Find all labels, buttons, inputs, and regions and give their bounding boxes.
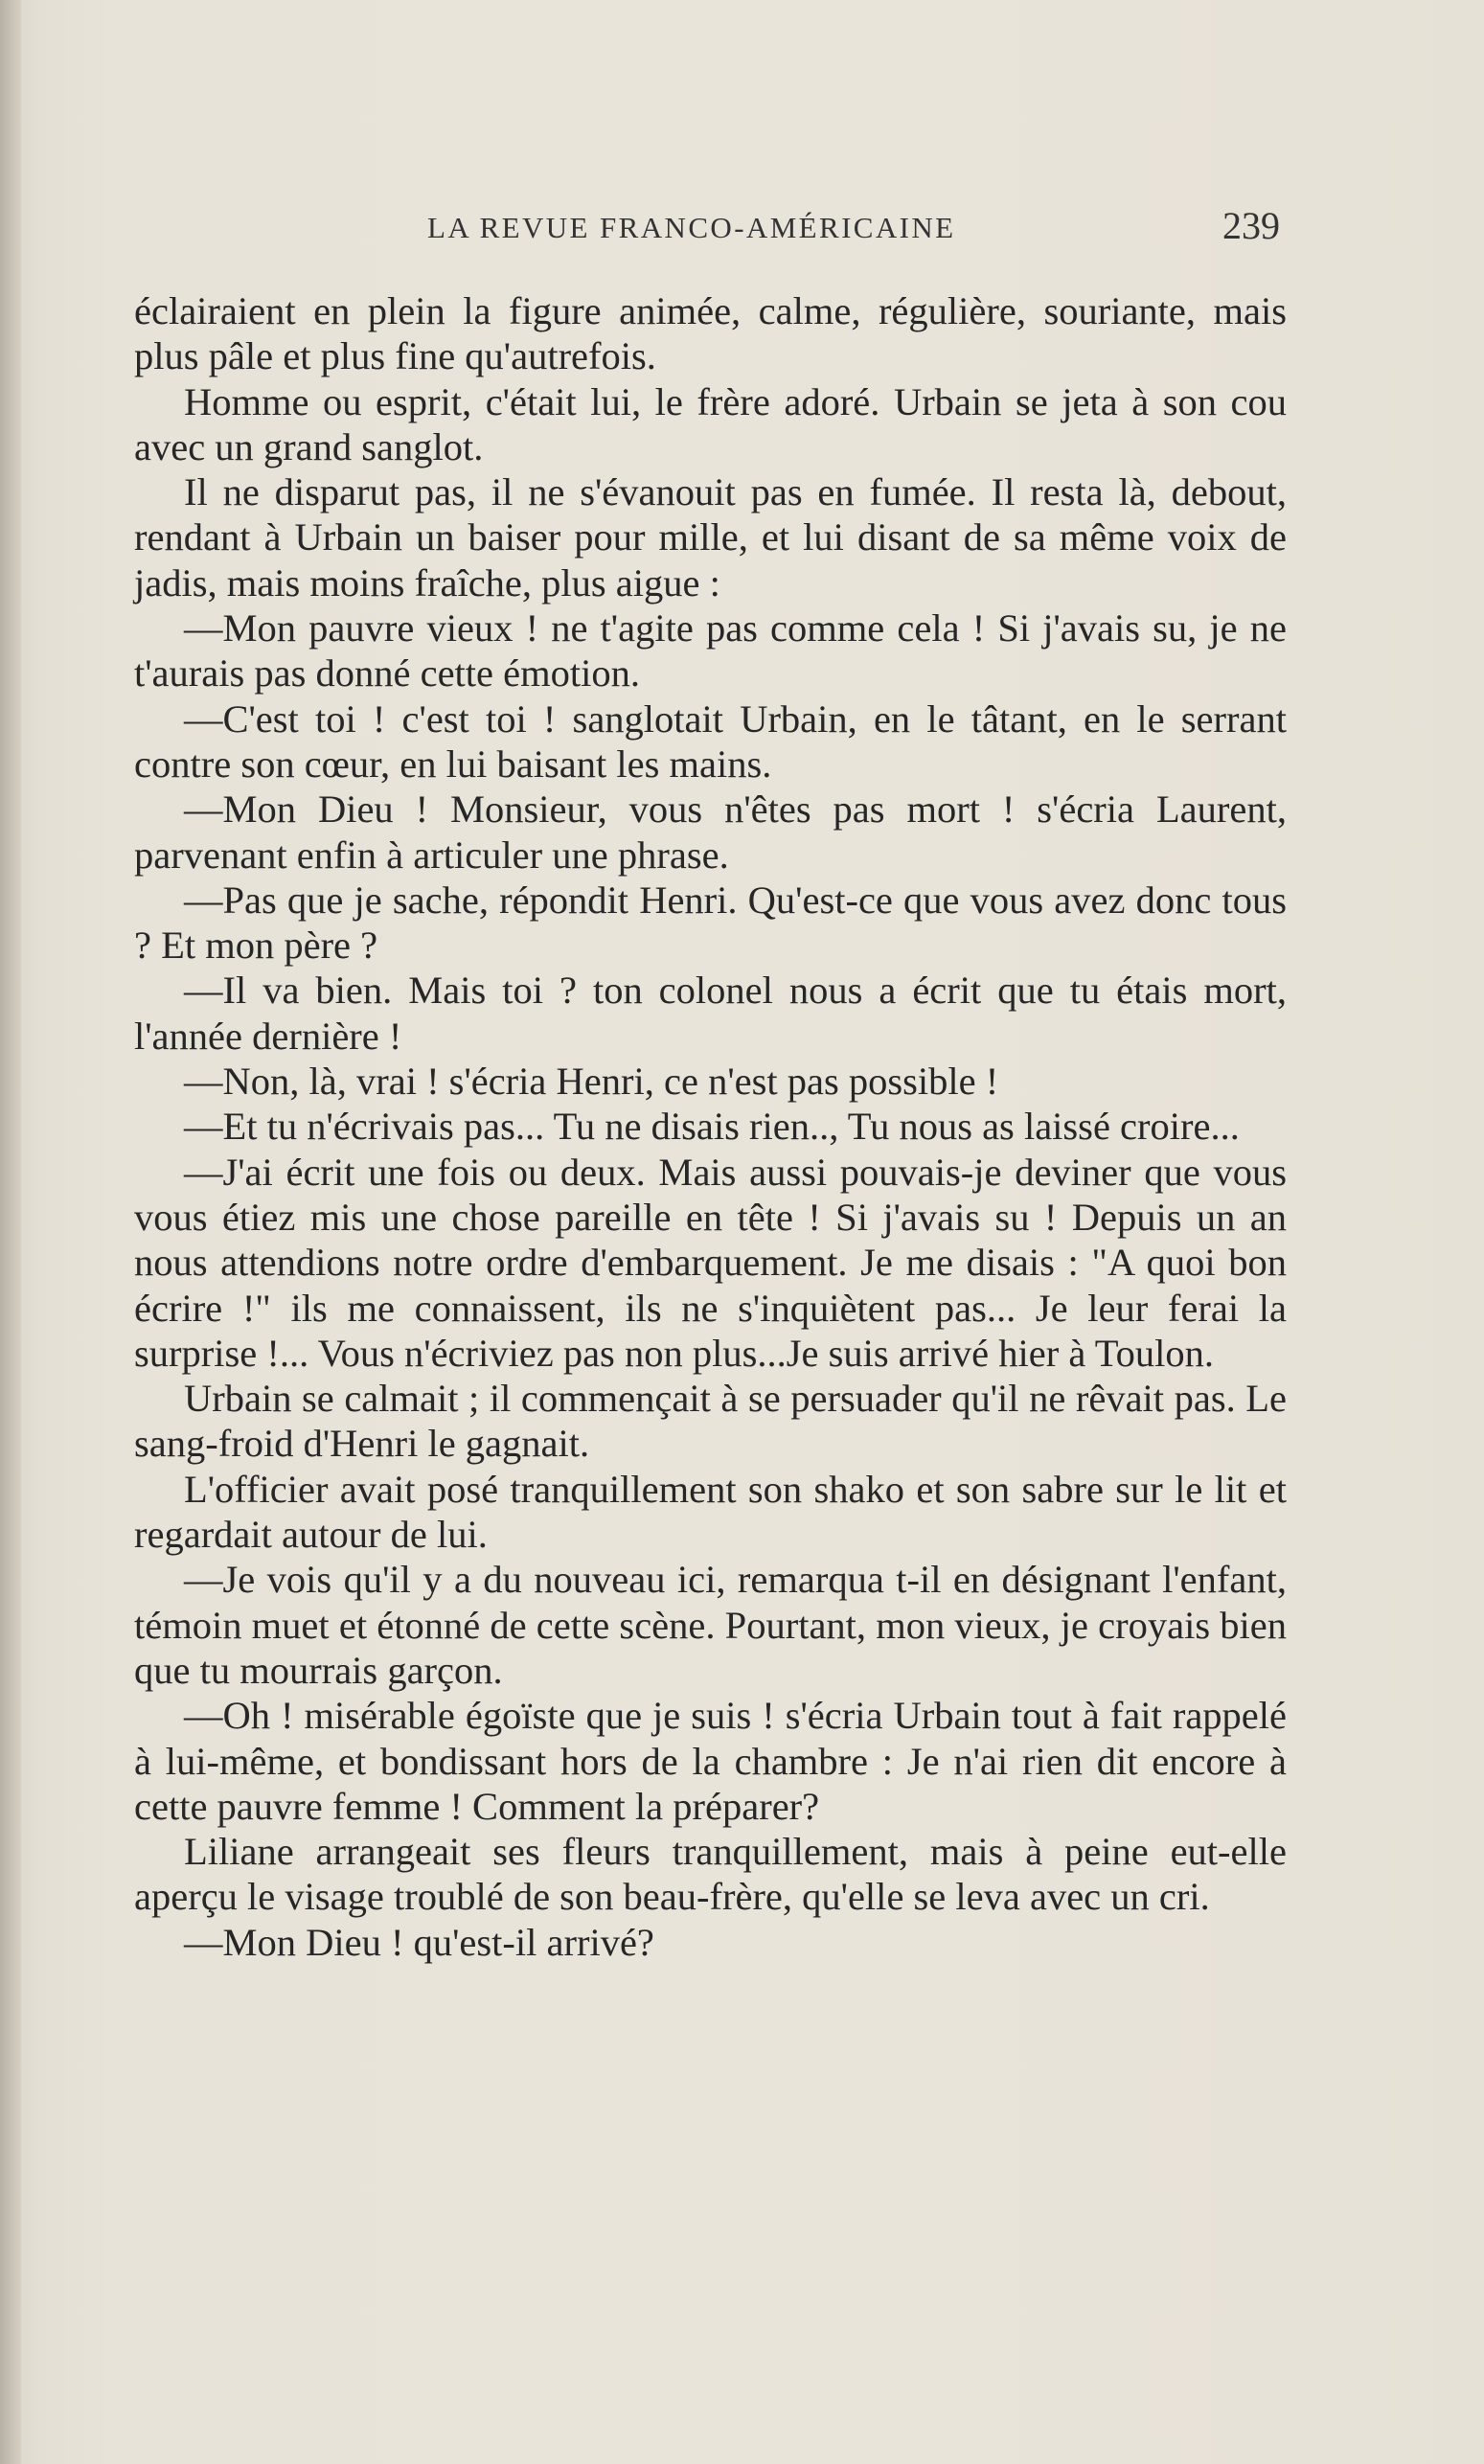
paragraph: —Oh ! misérable égoïste que je suis ! s'écria Urbain tout à fait rappelé à lui-même, et bondissant hors de la chambre : Je n'ai rien dit encore à cette pauvre femme ! Comment la préparer? [134, 1694, 1287, 1828]
page-header [178, 204, 1280, 257]
body-text [134, 288, 1287, 1965]
paragraph: —Non, là, vrai ! s'écria Henri, ce n'est pas possible ! [184, 1060, 999, 1104]
paragraph: —Je vois qu'il y a du nouveau ici, remarqua t-il en désignant l'enfant, témoin muet et étonné de cette scène. Pourtant, mon vieux, je croyais bien que tu mourrais garçon. [134, 1558, 1287, 1692]
paragraph: —C'est toi ! c'est toi ! sanglotait Urbain, en le tâtant, en le serrant contre son cœur, en lui baisant les mains. [134, 696, 1287, 786]
page-number: 239 [1222, 204, 1280, 247]
paragraph: —Mon Dieu ! qu'est-il arrivé? [184, 1920, 654, 1964]
page-gutter-shadow [0, 0, 21, 2464]
paragraph: —Il va bien. Mais toi ? ton colonel nous a écrit que tu étais mort, l'année dernière ! [134, 969, 1287, 1058]
paragraph: —Pas que je sache, répondit Henri. Qu'est-ce que vous avez donc tous ? Et mon père ? [134, 878, 1287, 968]
paragraph: —Mon Dieu ! Monsieur, vous n'êtes pas mort ! s'écria Laurent, parvenant enfin à articuler une phrase. [134, 787, 1287, 877]
paragraph: Homme ou esprit, c'était lui, le frère adoré. Urbain se jeta à son cou avec un grand sanglot. [134, 379, 1287, 468]
paragraph: —Et tu n'écrivais pas... Tu ne disais rien.., Tu nous as laissé croire... [184, 1105, 1240, 1149]
paragraph: éclairaient en plein la figure animée, calme, régulière, souriante, mais plus pâle et plus fine qu'autrefois. [134, 289, 1287, 378]
paragraph: —J'ai écrit une fois ou deux. Mais aussi pouvais-je deviner que vous vous étiez mis une chose pareille en tête ! Si j'avais su ! Depuis un an nous attendions notre ordre d'embarquement. Je me disais : "A quoi bon écrire !" ils me connaissent, ils ne s'inquiètent pas... Je leur ferai la surprise !... Vous n'écriviez pas non plus...Je suis arrivé hier à Toulon. [134, 1150, 1287, 1375]
paragraph: Urbain se calmait ; il commençait à se persuader qu'il ne rêvait pas. Le sang-froid d'Henri le gagnait. [134, 1377, 1287, 1466]
paragraph: L'officier avait posé tranquillement son shako et son sabre sur le lit et regardait autour de lui. [134, 1467, 1287, 1557]
paragraph: —Mon pauvre vieux ! ne t'agite pas comme cela ! Si j'avais su, je ne t'aurais pas donné cette émotion. [134, 606, 1287, 696]
running-title: LA REVUE FRANCO-AMÉRICAINE [427, 211, 956, 244]
paragraph: Il ne disparut pas, il ne s'évanouit pas en fumée. Il resta là, debout, rendant à Urbain un baiser pour mille, et lui disant de sa même voix de jadis, mais moins fraîche, plus aigue : [134, 470, 1287, 605]
paragraph: Liliane arrangeait ses fleurs tranquillement, mais à peine eut-elle aperçu le visage troublé de son beau-frère, qu'elle se leva avec un cri. [134, 1830, 1287, 1919]
